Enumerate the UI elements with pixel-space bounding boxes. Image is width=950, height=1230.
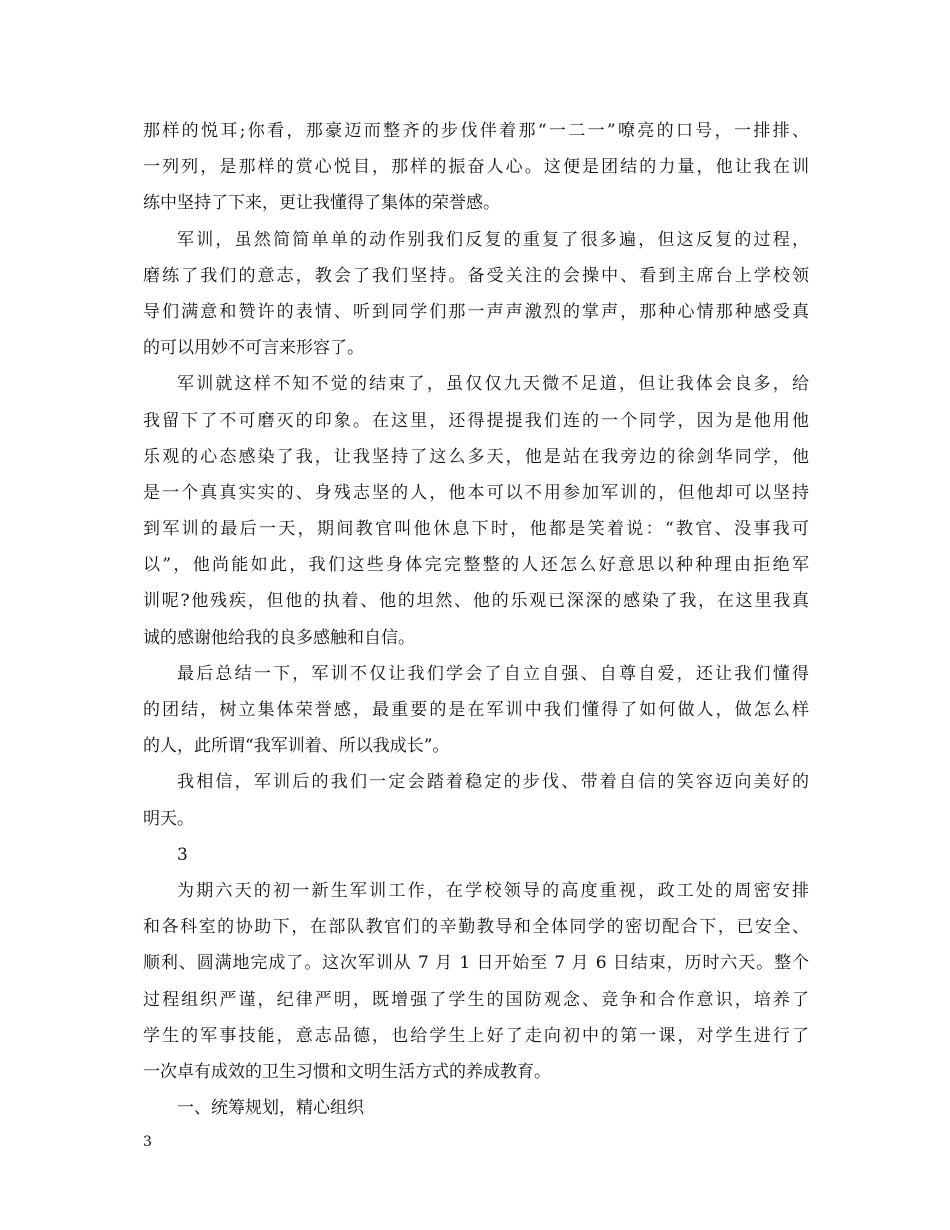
text-line: 过程组织严谨，纪律严明，既增强了学生的国防观念、竞争和合作意识，培养了: [143, 989, 809, 1010]
text-line: 是一个真真实实的、身残志坚的人，他本可以不用参加军训的，但他却可以坚持: [143, 482, 809, 503]
text-line: 导们满意和赞许的表情、听到同学们那一声声激烈的掌声，那种心情那种感受真: [143, 301, 809, 322]
text-line: 的可以用妙不可言来形容了。: [143, 338, 364, 359]
text-line: 一次卓有成效的卫生习惯和文明生活方式的养成教育。: [143, 1061, 551, 1082]
text-line: 诚的感谢他给我的良多感触和自信。: [143, 627, 415, 648]
text-line: 一、统筹规划，精心组织: [177, 1098, 364, 1119]
text-line: 练中坚持了下来，更让我懂得了集体的荣誉感。: [143, 193, 500, 214]
text-line: 学生的军事技能，意志品德，也给学生上好了走向初中的第一课，对学生进行了: [143, 1025, 809, 1046]
text-line: 3: [177, 844, 188, 865]
text-line: 以”，他尚能如此，我们这些身体完完整整的人还怎么好意思以种种理由拒绝军: [143, 555, 809, 576]
text-line: 一列列，是那样的赏心悦目，那样的振奋人心。这便是团结的力量，他让我在训: [143, 157, 809, 178]
text-line: 那样的悦耳;你看，那豪迈而整齐的步伐伴着那“一二一”嘹亮的口号，一排排、: [143, 121, 809, 141]
document-body: [143, 113, 809, 1126]
text-line: 明天。: [143, 808, 194, 829]
text-line: 我留下了不可磨灭的印象。在这里，还得提提我们连的一个同学，因为是他用他: [143, 410, 809, 431]
text-line: 的团结，树立集体荣誉感，最重要的是在军训中我们懂得了如何做人，做怎么样: [143, 700, 809, 720]
text-line: 的人，此所谓“我军训着、所以我成长”。: [143, 736, 450, 757]
text-line: 到军训的最后一天，期间教官叫他休息下时，他都是笑着说：“教官、没事我可: [143, 519, 809, 540]
page-number: 3: [143, 1134, 152, 1150]
text-line: 顺利、圆满地完成了。这次军训从 7 月 1 日开始至 7 月 6 日结束，历时六天。整个: [143, 953, 809, 974]
text-line: 为期六天的初一新生军训工作，在学校领导的高度重视，政工处的周密安排: [177, 880, 809, 901]
text-line: 乐观的心态感染了我，让我坚持了这么多天，他是站在我旁边的徐剑华同学，他: [143, 446, 809, 467]
text-line: 最后总结一下，军训不仅让我们学会了自立自强、自尊自爱，还让我们懂得: [177, 663, 809, 684]
text-line: 和各科室的协助下，在部队教官们的辛勤教导和全体同学的密切配合下，已安全、: [143, 917, 809, 938]
text-line: 我相信，军训后的我们一定会踏着稳定的步伐、带着自信的笑容迈向美好的: [177, 772, 809, 793]
text-line: 军训就这样不知不觉的结束了，虽仅仅九天微不足道，但让我体会良多，给: [177, 374, 809, 395]
text-line: 军训，虽然简简单单的动作别我们反复的重复了很多遍，但这反复的过程，: [177, 229, 809, 250]
text-line: 训呢?他残疾，但他的执着、他的坦然、他的乐观已深深的感染了我，在这里我真: [143, 591, 809, 612]
text-line: 磨练了我们的意志，教会了我们坚持。备受关注的会操中、看到主席台上学校领: [143, 265, 809, 286]
